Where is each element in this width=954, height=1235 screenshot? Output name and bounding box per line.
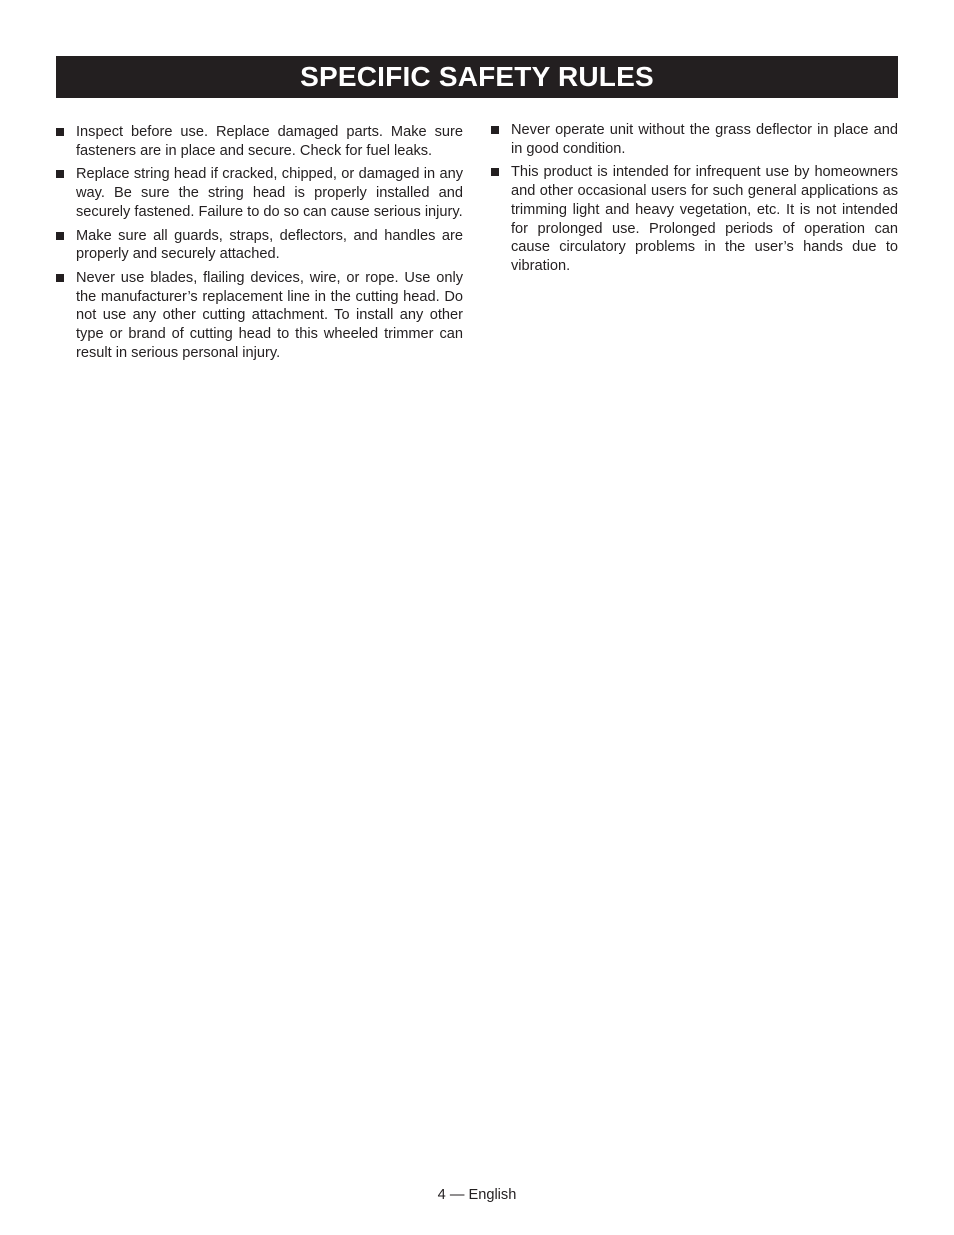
square-bullet-icon bbox=[56, 274, 64, 282]
left-column bbox=[56, 123, 463, 367]
section-header-bar bbox=[56, 56, 898, 98]
square-bullet-icon bbox=[491, 168, 499, 176]
list-item-text: This product is intended for infrequent use by homeowners and other occasional users for such general applications as trimming light and heavy vegetation, etc. It is not intended for prolonged use. Prolonged periods of operation can cause circulatory problems in the user’s hands due to vibration. bbox=[511, 164, 898, 274]
list-item bbox=[56, 165, 463, 221]
square-bullet-icon bbox=[56, 232, 64, 240]
square-bullet-icon bbox=[56, 128, 64, 136]
section-title: SPECIFIC SAFETY RULES bbox=[300, 61, 654, 92]
list-item-text: Make sure all guards, straps, deflectors, and handles are properly and securely attached. bbox=[76, 227, 463, 263]
page-footer bbox=[0, 1187, 954, 1203]
list-item bbox=[56, 227, 463, 264]
list-item bbox=[491, 163, 898, 275]
page-number-label: 4 — English bbox=[437, 1187, 517, 1203]
list-item bbox=[491, 121, 898, 158]
list-item-text: Never operate unit without the grass deflector in place and in good condition. bbox=[511, 122, 898, 157]
square-bullet-icon bbox=[56, 170, 64, 178]
list-item bbox=[56, 123, 463, 160]
square-bullet-icon bbox=[491, 126, 499, 134]
list-item bbox=[56, 269, 463, 363]
list-item-text: Inspect before use. Replace damaged parts. Make sure fasteners are in place and secure. Check for fuel leaks. bbox=[76, 124, 463, 159]
right-column bbox=[491, 121, 898, 281]
list-item-text: Replace string head if cracked, chipped, or damaged in any way. Be sure the string head is properly installed and securely fastened. Failure to do so can cause serious injury. bbox=[76, 166, 463, 220]
list-item-text: Never use blades, flailing devices, wire, or rope. Use only the manufacturer’s replacement line in the cutting head. Do not use any other cutting attachment. To install any other type or brand of cutting head to this wheeled trimmer can result in serious personal injury. bbox=[76, 269, 463, 361]
